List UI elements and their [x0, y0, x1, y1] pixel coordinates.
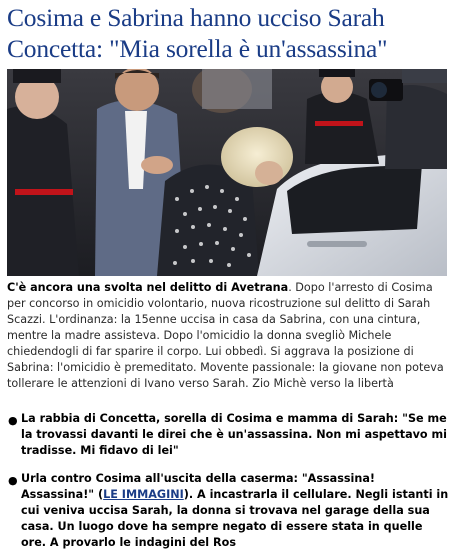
- article-headline[interactable]: Cosima e Sabrina hanno ucciso Sarah Concetta: "Mia sorella è un'assassina": [7, 3, 388, 63]
- article-photo[interactable]: [7, 69, 447, 276]
- article-lead: [7, 280, 449, 392]
- bullet-text-before: Urla contro Cosima all'uscita della caserma: "Assassina! Assassina!" (: [21, 472, 375, 501]
- bullet-text: La rabbia di Concetta, sorella di Cosima e mamma di Sarah: "Se me la trovassi davanti le direi che è un'assassina. Non mi aspettavo mi tradisse. Mi fidavo di lei": [21, 412, 448, 457]
- photo-illustration: [7, 69, 447, 276]
- bullet-item[interactable]: [7, 471, 449, 551]
- lead-body: . Dopo l'arresto di Cosima per concorso in omicidio volontario, nuova ricostruzione sul delitto di Sarah Scazzi. L'ordinanza: la 15enne uccisa in casa da Sabrina, con una cintura, mentre la madre assisteva. Dopo l'omicidio la donna svegliò Michele chiedendogli di far sparire il corpo. Lui obbedì. Si aggrava la posizione di Sabrina: l'omicidio è premeditato. Movente passionale: la giovane non poteva tollerare le attenzioni di Ivano verso Sarah. Zio Michè verso la libertà: [7, 281, 444, 390]
- le-immagini-link[interactable]: LE IMMAGINI: [103, 488, 184, 501]
- bullet-text-after: ). A incastrarla il cellulare. Negli istanti in cui veniva uccisa Sarah, la donna si trovava nel garage della sua casa. Un luogo dove ha sempre negato di essere stata in quelle ore. A provarlo le indagini del Ros: [21, 488, 449, 549]
- lead-kicker[interactable]: C'è ancora una svolta nel delitto di Avetrana: [7, 281, 289, 294]
- bullet-dot-icon: ●: [8, 474, 18, 487]
- bullet-item[interactable]: [7, 411, 449, 459]
- related-bullets: [7, 411, 449, 551]
- bullet-dot-icon: ●: [8, 414, 18, 427]
